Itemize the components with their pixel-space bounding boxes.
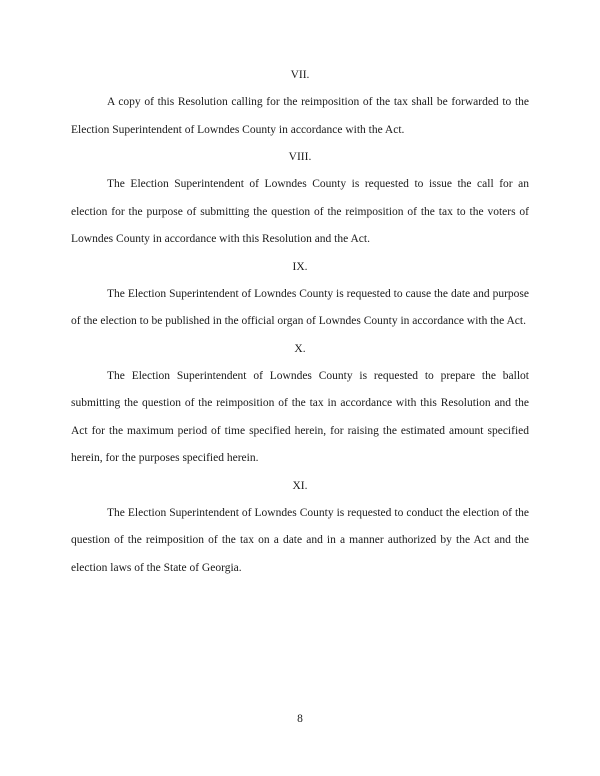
- section-paragraph: The Election Superintendent of Lowndes County is requested to conduct the election of the question of the reimposition of the tax on a date and in a manner authorized by the Act and the election laws of the State of Georgia.: [71, 506, 529, 574]
- document-body: [71, 62, 529, 582]
- section-heading: IX.: [292, 260, 308, 273]
- section-heading: VIII.: [288, 151, 312, 163]
- section-heading: VII.: [290, 69, 310, 81]
- section-paragraph: The Election Superintendent of Lowndes County is requested to issue the call for an election for the purpose of submitting the question of the reimposition of the tax to the voters of Lowndes County in accordance with this Resolution and the Act.: [71, 178, 529, 245]
- section-xi: [71, 473, 529, 583]
- section-x: [71, 336, 529, 473]
- section-paragraph: The Election Superintendent of Lowndes County is requested to cause the date and purpose of the election to be published in the official organ of Lowndes County in accordance with the Act.: [71, 287, 529, 327]
- page-number: 8: [297, 713, 303, 725]
- section-paragraph: A copy of this Resolution calling for the reimposition of the tax shall be forwarded to the Election Superintendent of Lowndes County in accordance with the Act.: [71, 96, 529, 136]
- section-ix: [71, 254, 529, 336]
- section-heading: XI.: [292, 479, 308, 492]
- section-heading: X.: [294, 342, 306, 355]
- section-vii: [71, 62, 529, 144]
- section-viii: [71, 144, 529, 254]
- section-paragraph: The Election Superintendent of Lowndes County is requested to prepare the ballot submitting the question of the reimposition of the tax in accordance with this Resolution and the Act for the maximum period of time specified herein, for raising the estimated amount specified herein, for the purposes specified herein.: [71, 369, 529, 464]
